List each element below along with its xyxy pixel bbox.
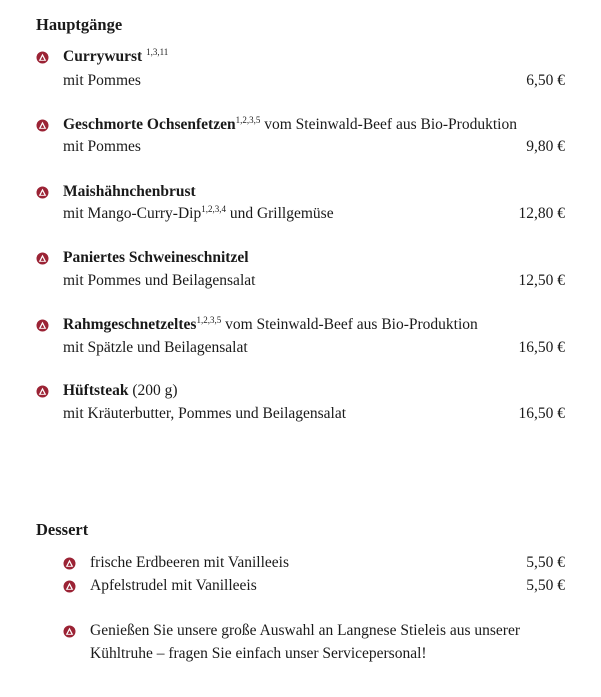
dessert-item-name: frische Erdbeeren mit Vanilleeis [90,554,289,571]
menu-item-title [63,183,196,201]
allergen-note: 1,2,3,5 [235,115,261,125]
bullet-icon [36,252,49,265]
side-dish-tail: und Grillgemüse [225,205,334,222]
dish-name: Paniertes Schweineschnitzel [63,249,249,266]
bullet-icon [36,51,49,64]
bullet-icon [63,625,76,638]
menu-item-title [63,316,478,334]
menu-item-price: 12,50 € [518,272,565,289]
menu-item-price: 16,50 € [518,405,565,422]
dish-name: Hüftsteak [63,382,129,399]
menu-item-title [63,249,249,267]
menu-item-description [63,205,334,223]
dessert-item-price: 5,50 € [526,554,565,571]
menu-item-description: mit Pommes [63,138,141,155]
side-dish: mit Mango-Curry-Dip [63,205,202,222]
menu-item-description: mit Spätzle und Beilagensalat [63,339,248,356]
bullet-icon [63,557,76,570]
section-title-main: Hauptgänge [36,15,123,34]
allergen-note: 1,2,3,5 [196,315,222,325]
dish-name: Geschmorte Ochsenfetzen [63,116,236,133]
bullet-icon [36,186,49,199]
dessert-note-line1: Genießen Sie unsere große Auswahl an Langnese Stieleis aus unserer [90,622,520,639]
menu-item-description: mit Kräuterbutter, Pommes und Beilagensalat [63,405,347,422]
menu-item-price: 9,80 € [526,138,565,155]
menu-item-price: 6,50 € [526,72,565,89]
bullet-icon [36,319,49,332]
dish-name: Currywurst [63,48,143,65]
menu-item-price: 12,80 € [518,205,565,222]
allergen-note: 1,2,3,4 [201,204,226,214]
dish-origin: vom Steinwald-Beef aus Bio-Produktion [260,116,517,133]
dish-name: Rahmgeschnetzeltes [63,316,197,333]
dish-origin: vom Steinwald-Beef aus Bio-Produktion [221,316,478,333]
menu-item-title [63,382,178,400]
dessert-item-price: 5,50 € [526,577,565,594]
dish-name: Maishähnchenbrust [63,183,196,200]
menu-item-price: 16,50 € [518,339,565,356]
bullet-icon [36,119,49,132]
menu-item-description: mit Pommes [63,72,141,89]
dessert-item-name: Apfelstrudel mit Vanilleeis [90,577,257,594]
section-title-dessert: Dessert [36,520,89,539]
dish-weight: (200 g) [128,382,178,399]
bullet-icon [63,580,76,593]
allergen-note: 1,3,11 [146,47,169,57]
menu-item-title [63,116,517,134]
menu-item-title [63,48,168,66]
bullet-icon [36,385,49,398]
dessert-note-line2: Kühltruhe – fragen Sie einfach unser Servicepersonal! [90,645,427,662]
menu-item-description: mit Pommes und Beilagensalat [63,272,256,289]
